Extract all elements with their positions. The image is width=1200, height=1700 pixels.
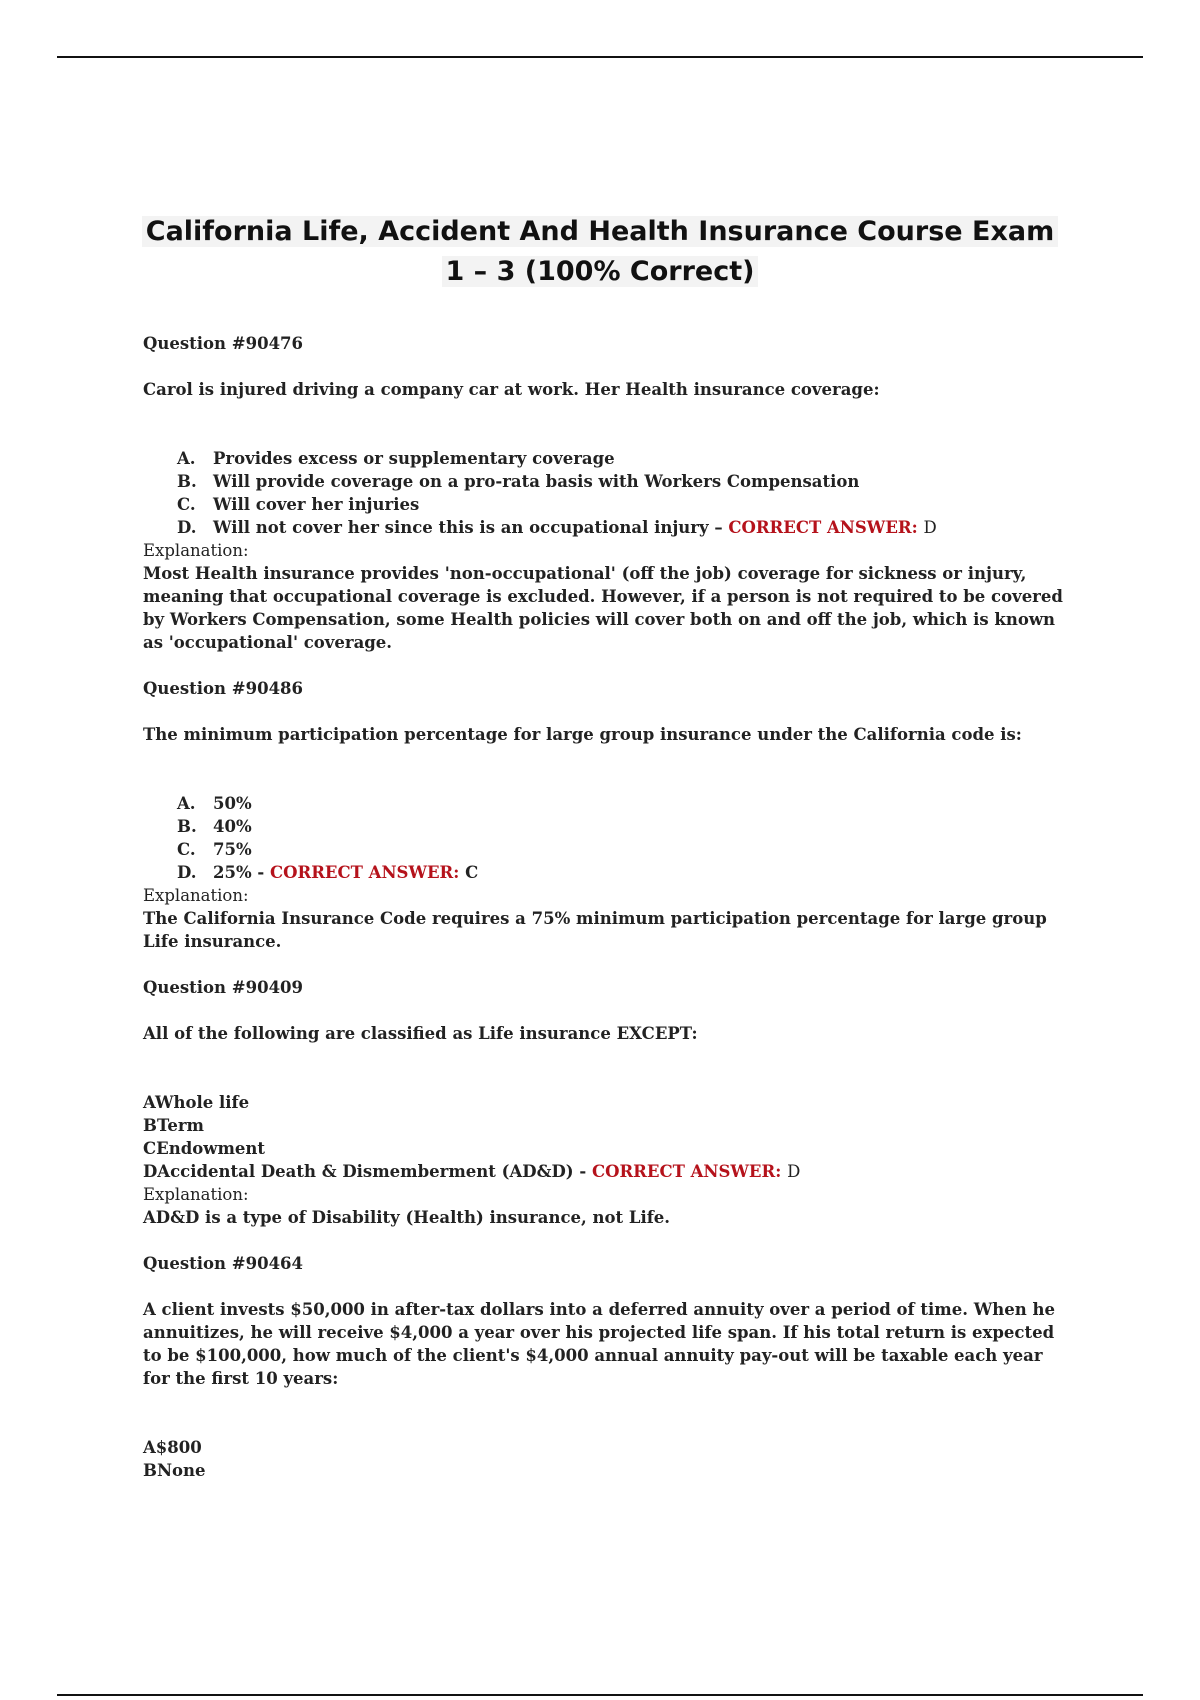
question-text: All of the following are classified as Life insurance EXCEPT:	[143, 1024, 698, 1043]
option-b: B. 40%	[177, 817, 252, 836]
option-b: B. Will provide coverage on a pro-rata basis with Workers Compensation	[177, 472, 860, 491]
question-number: Question #90476	[143, 334, 304, 353]
option-list	[143, 792, 1063, 884]
option-d: D. Will not cover her since this is an occupational injury – CORRECT ANSWER: D	[177, 518, 937, 537]
question-number: Question #90464	[143, 1254, 304, 1273]
exam-content	[143, 332, 1063, 1482]
question-number: Question #90486	[143, 679, 304, 698]
question-text: The minimum participation percentage for large group insurance under the California code is:	[143, 725, 1022, 744]
option-b: BTerm	[143, 1116, 204, 1135]
question-text: A client invests $50,000 in after-tax dollars into a deferred annuity over a period of time. When he annuitizes, he will receive $4,000 a year over his projected life span. If his total return is expected to be $100,000, how much of the client's $4,000 annual annuity pay-out will be taxable each year for the first 10 years:	[143, 1300, 1055, 1388]
correct-answer-value: D	[923, 518, 937, 537]
question-90464	[143, 1252, 1063, 1482]
correct-answer-label: CORRECT ANSWER:	[591, 1162, 782, 1181]
top-rule	[57, 56, 1143, 58]
explanation-text: AD&D is a type of Disability (Health) insurance, not Life.	[143, 1208, 671, 1227]
question-90476	[143, 332, 1063, 654]
option-d: DAccidental Death & Dismemberment (AD&D) - CORRECT ANSWER: D	[143, 1162, 801, 1181]
option-d: D. 25% - CORRECT ANSWER: C	[177, 863, 479, 882]
question-number: Question #90409	[143, 978, 304, 997]
explanation-text: The California Insurance Code requires a 75% minimum participation percentage for large group Life insurance.	[143, 909, 1047, 951]
correct-answer-label: CORRECT ANSWER:	[728, 518, 918, 537]
option-a: AWhole life	[143, 1093, 250, 1112]
bottom-rule	[57, 1694, 1143, 1696]
title-line-2: 1 – 3 (100% Correct)	[442, 256, 759, 287]
title-line-1: California Life, Accident And Health Insurance Course Exam	[142, 216, 1058, 247]
option-a: A. 50%	[177, 794, 252, 813]
correct-answer-value: C	[465, 863, 479, 882]
option-b: BNone	[143, 1461, 206, 1480]
correct-answer-label: CORRECT ANSWER:	[269, 863, 460, 882]
explanation-text: Most Health insurance provides 'non-occupational' (off the job) coverage for sickness or injury, meaning that occupational coverage is excluded. However, if a person is not required to be covered by Workers Compensation, some Health policies will cover both on and off the job, which is known as 'occupational' coverage.	[143, 564, 1063, 652]
question-90409	[143, 976, 1063, 1229]
option-list	[143, 1436, 1063, 1482]
question-text: Carol is injured driving a company car at work. Her Health insurance coverage:	[143, 380, 880, 399]
option-a: A$800	[143, 1438, 202, 1457]
option-c: CEndowment	[143, 1139, 266, 1158]
question-90486	[143, 677, 1063, 953]
explanation-label: Explanation:	[143, 886, 249, 905]
correct-answer-value: D	[787, 1162, 801, 1181]
option-list	[143, 1091, 1063, 1183]
document-title	[130, 212, 1070, 292]
explanation-label: Explanation:	[143, 541, 249, 560]
option-a: A. Provides excess or supplementary coverage	[177, 449, 615, 468]
explanation-label: Explanation:	[143, 1185, 249, 1204]
option-c: C. Will cover her injuries	[177, 495, 420, 514]
option-c: C. 75%	[177, 840, 252, 859]
option-list	[143, 447, 1063, 539]
